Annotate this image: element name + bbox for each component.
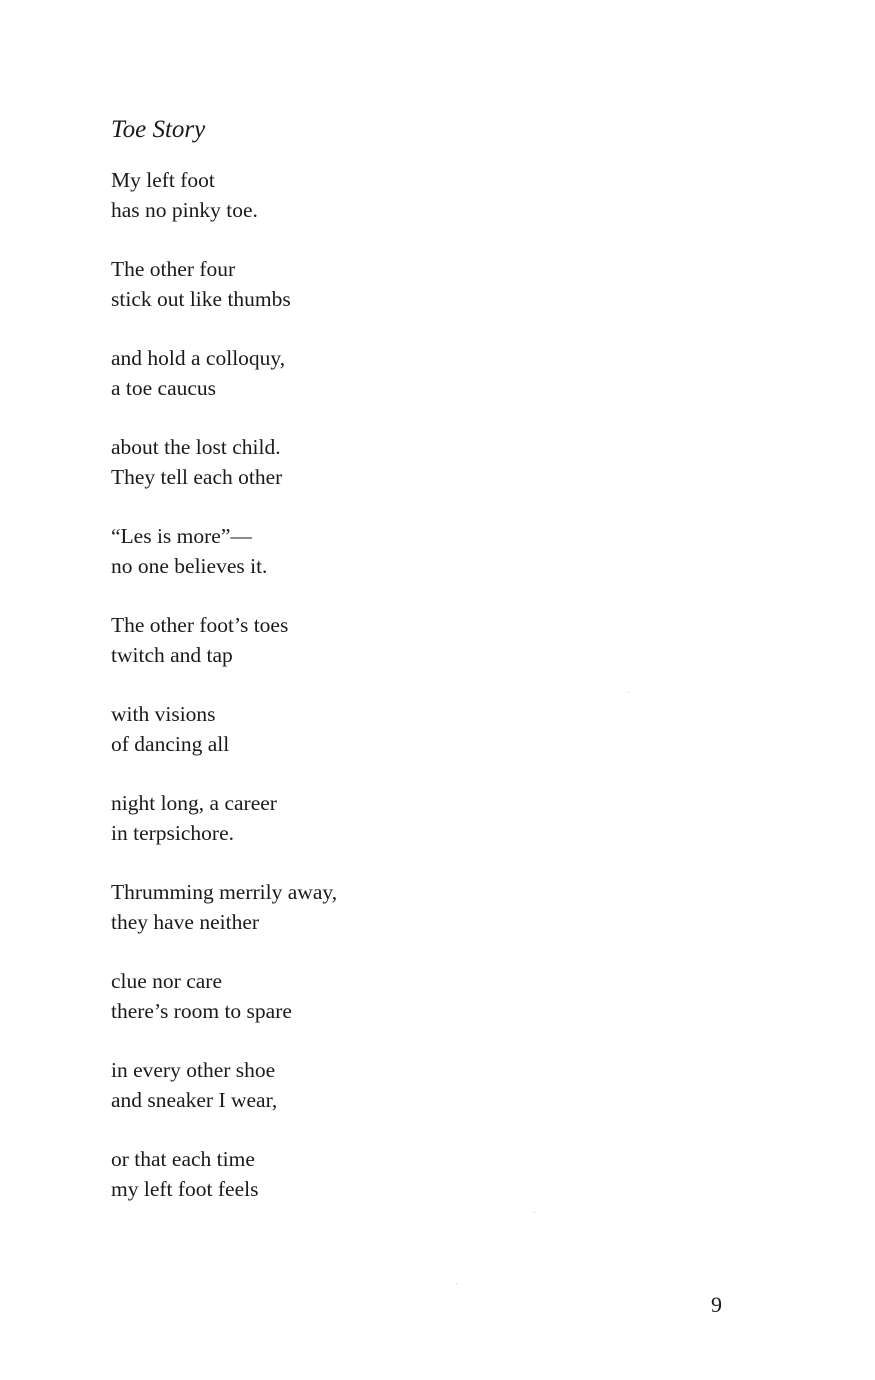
- stanza: [111, 788, 337, 877]
- poem-line: has no pinky toe.: [111, 198, 258, 222]
- poem-line: and hold a colloquy,: [111, 346, 286, 370]
- poem-line: night long, a career: [111, 791, 277, 815]
- stanza: [111, 521, 337, 610]
- stanza: [111, 254, 337, 343]
- stanza: [111, 699, 337, 788]
- poem-line: with visions: [111, 702, 216, 726]
- scan-speck: [534, 1212, 535, 1213]
- stanza: [111, 966, 337, 1055]
- poem-line: clue nor care: [111, 969, 223, 993]
- poem-line: They tell each other: [111, 465, 283, 489]
- stanza: [111, 343, 337, 432]
- poem-line: and sneaker I wear,: [111, 1088, 278, 1112]
- poem-line: in every other shoe: [111, 1058, 276, 1082]
- poem-line: stick out like thumbs: [111, 287, 291, 311]
- poem-line: a toe caucus: [111, 376, 217, 400]
- stanza: [111, 432, 337, 521]
- poem-line: there’s room to spare: [111, 999, 292, 1023]
- poem-body: [111, 165, 337, 1233]
- scan-speck: [456, 1283, 457, 1284]
- poem-line: about the lost child.: [111, 435, 281, 459]
- stanza: [111, 877, 337, 966]
- stanza: [111, 165, 337, 254]
- stanza: [111, 1055, 337, 1144]
- poem-line: of dancing all: [111, 732, 230, 756]
- poem-title: Toe Story: [111, 116, 206, 143]
- scan-speck: [628, 692, 629, 693]
- stanza: [111, 610, 337, 699]
- page-number: 9: [711, 1292, 722, 1317]
- poem-line: The other foot’s toes: [111, 613, 289, 637]
- stanza: [111, 1144, 337, 1233]
- poem-line: my left foot feels: [111, 1177, 259, 1201]
- poem-line: twitch and tap: [111, 643, 233, 667]
- poem-line: Thrumming merrily away,: [111, 880, 338, 904]
- poem-line: in terpsichore.: [111, 821, 234, 845]
- poem-line: no one believes it.: [111, 554, 268, 578]
- poem-line: they have neither: [111, 910, 260, 934]
- poem-line: My left foot: [111, 168, 215, 192]
- poem-line: The other four: [111, 257, 236, 281]
- poem-line: or that each time: [111, 1147, 255, 1171]
- poem-line: “Les is more”—: [111, 524, 252, 548]
